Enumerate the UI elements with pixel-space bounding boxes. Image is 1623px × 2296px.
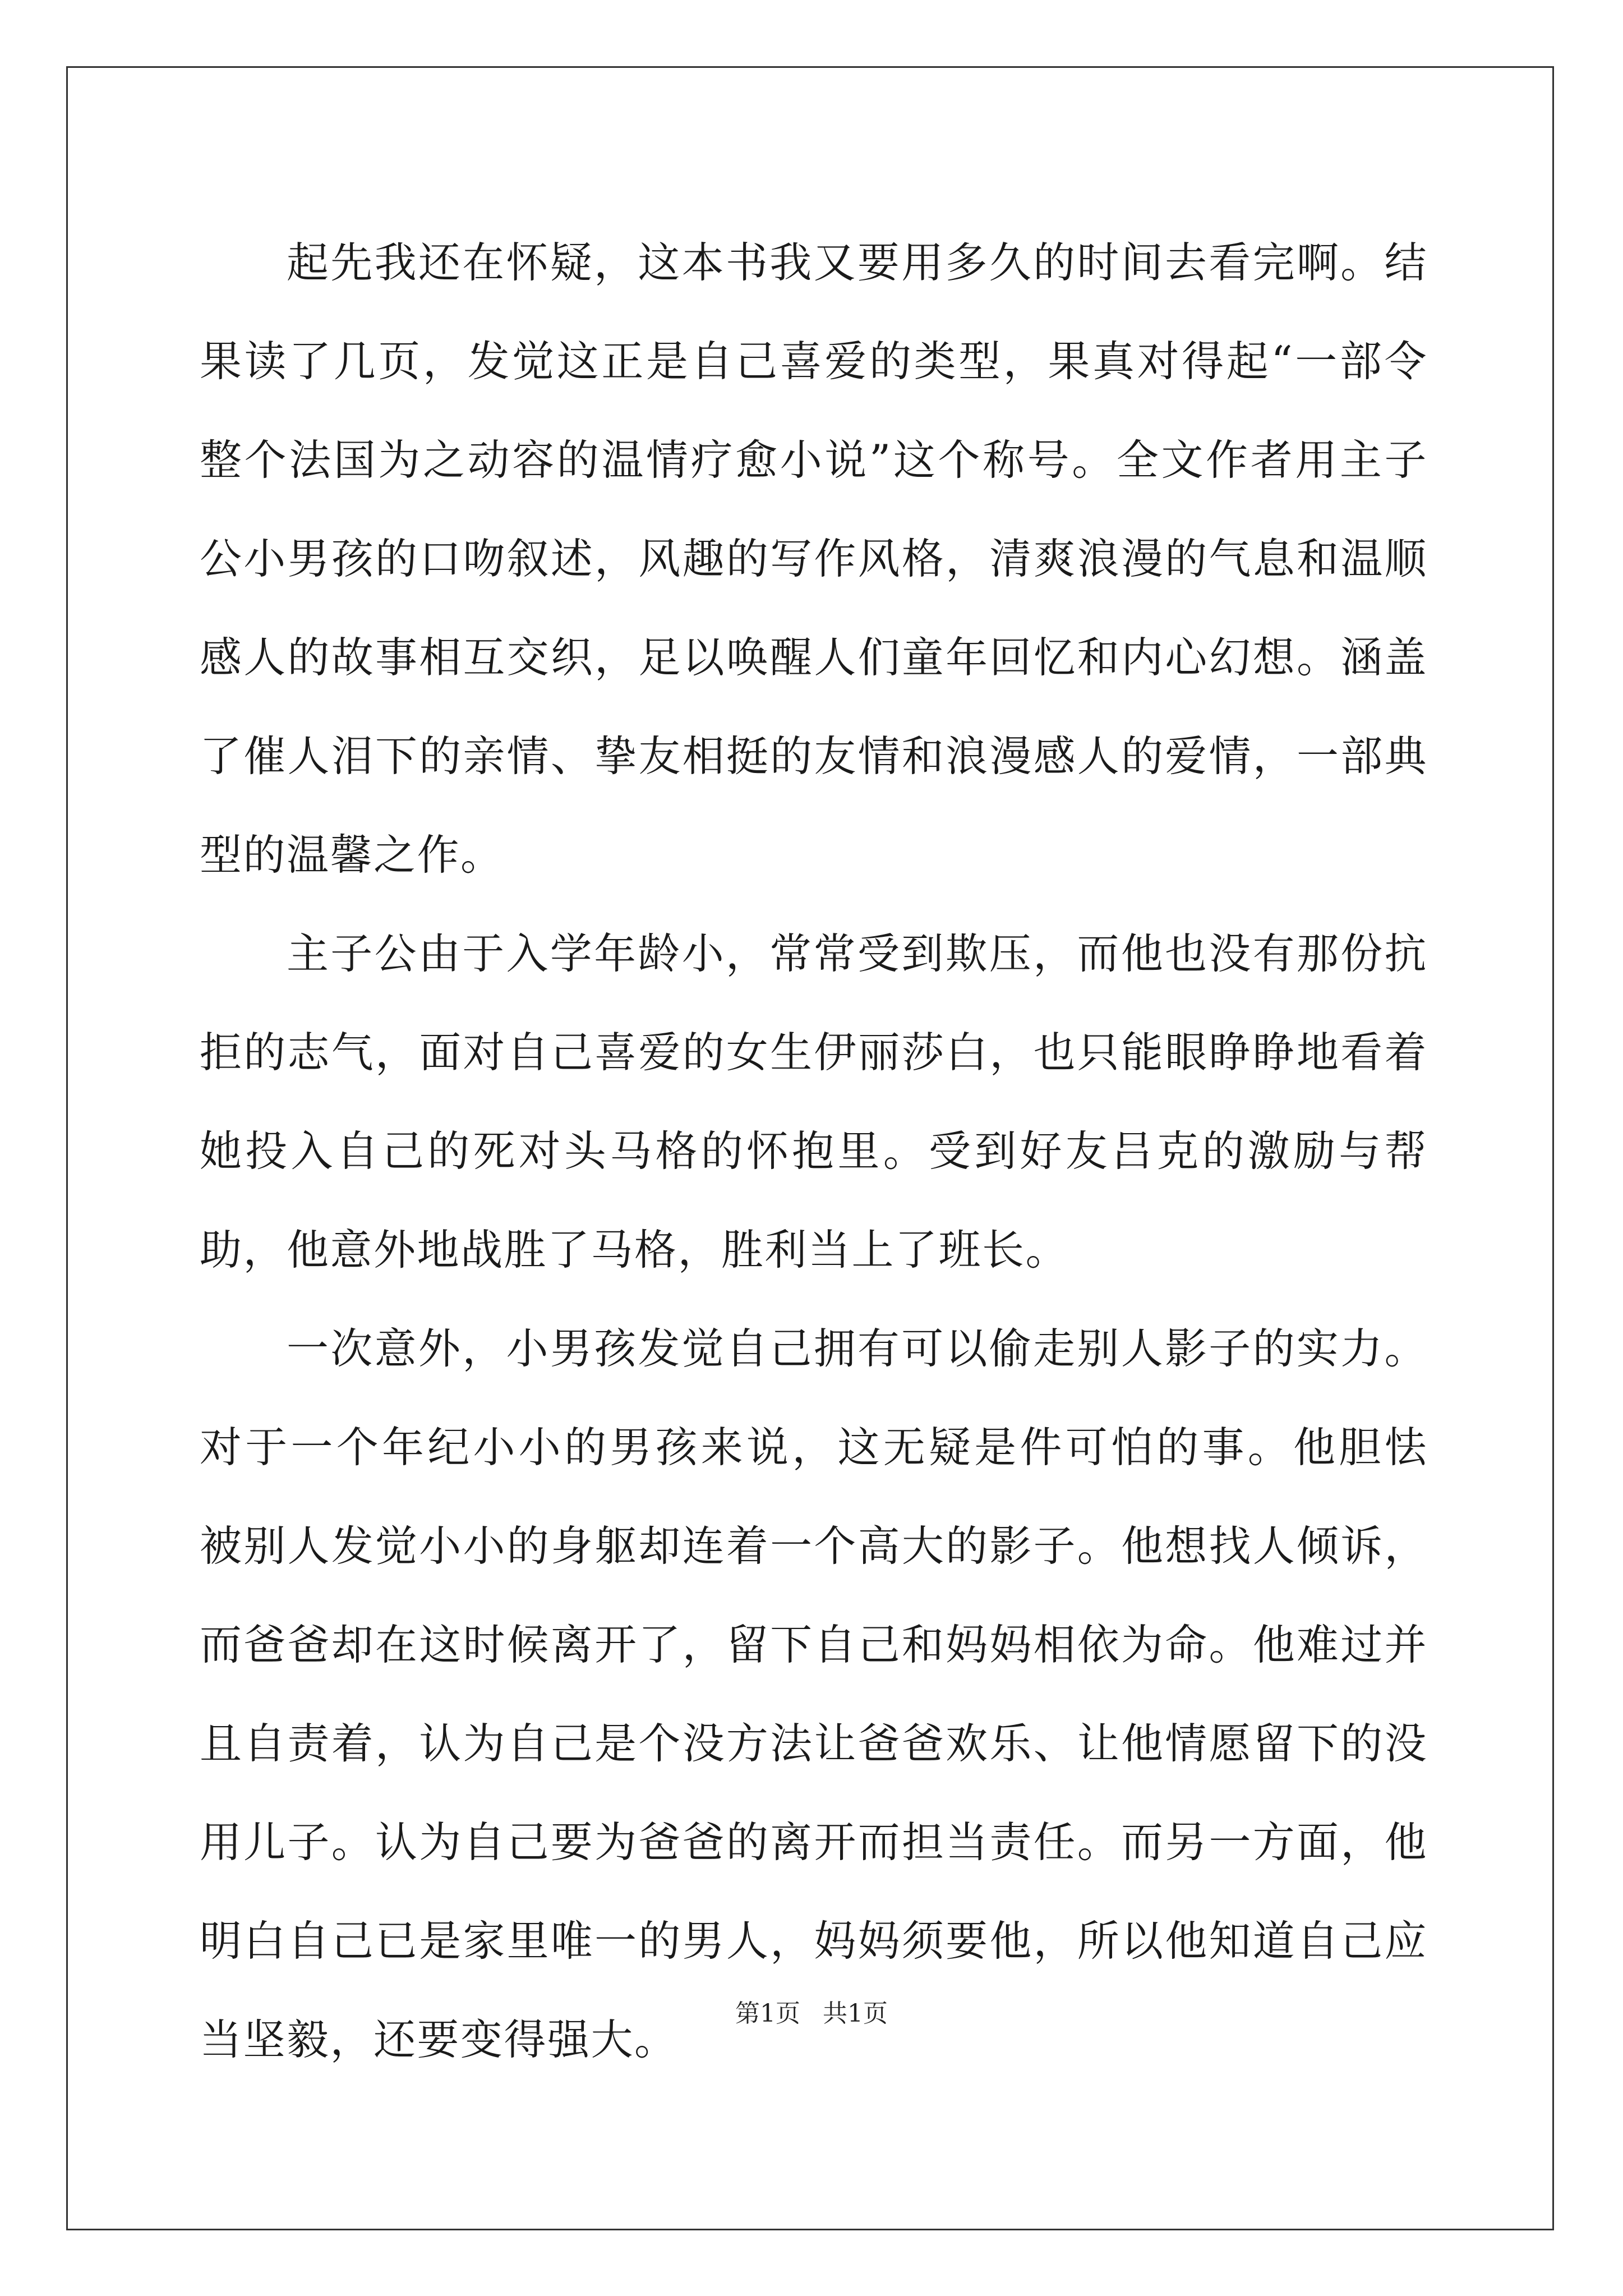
- page-number: 第1页: [735, 1999, 800, 2028]
- page-total: 共1页: [823, 1999, 888, 2028]
- paragraph-3: 一次意外，小男孩发觉自己拥有可以偷走别人影子的实力。对于一个年纪小小的男孩来说，这无疑是件可怕的事。他胆怯 被别人发觉小小的身躯却连着一个高大的影子。他想找人倾诉，而爸爸却在这时候离开了，留下自己和妈妈相依为命。他难过并且自责着，认为自己是个没方法让爸爸欢乐、让他情愿留下的没用儿子。认为自己要为爸爸的离开而担当责任。而另一方面，他明白自己已是家里唯一的男人，妈妈须要他，所以他知道自己应当坚毅，还要变得强大。: [200, 1324, 1428, 2064]
- paragraph-2: 主子公由于入学年龄小，常常受到欺压，而他也没有那份抗拒的志气，面对自己喜爱的女生伊丽莎白，也只能眼睁睁地看着她投入自己的死对头马格的怀抱里。受到好友吕克的激励与帮助，他意外地战胜了马格，胜利当上了班长。: [200, 929, 1428, 1274]
- document-body: [200, 213, 1428, 2089]
- paragraph-1: 起先我还在怀疑，这本书我又要用多久的时间去看完啊。结果读了几页，发觉这正是自己喜爱的类型，果真对得起“一部令整个法国为之动容的温情疗愈小说”这个称号。全文作者用主子公小男孩的口吻叙述，风趣的写作风格，清爽浪漫的气息和温顺感人的故事相互交织，足以唤醒人们童年回忆和内心幻想。涵盖了催人泪下的亲情、挚友相挺的友情和浪漫感人的爱情，一部典型的温馨之作。: [200, 238, 1428, 880]
- page-footer: [0, 1997, 1623, 2031]
